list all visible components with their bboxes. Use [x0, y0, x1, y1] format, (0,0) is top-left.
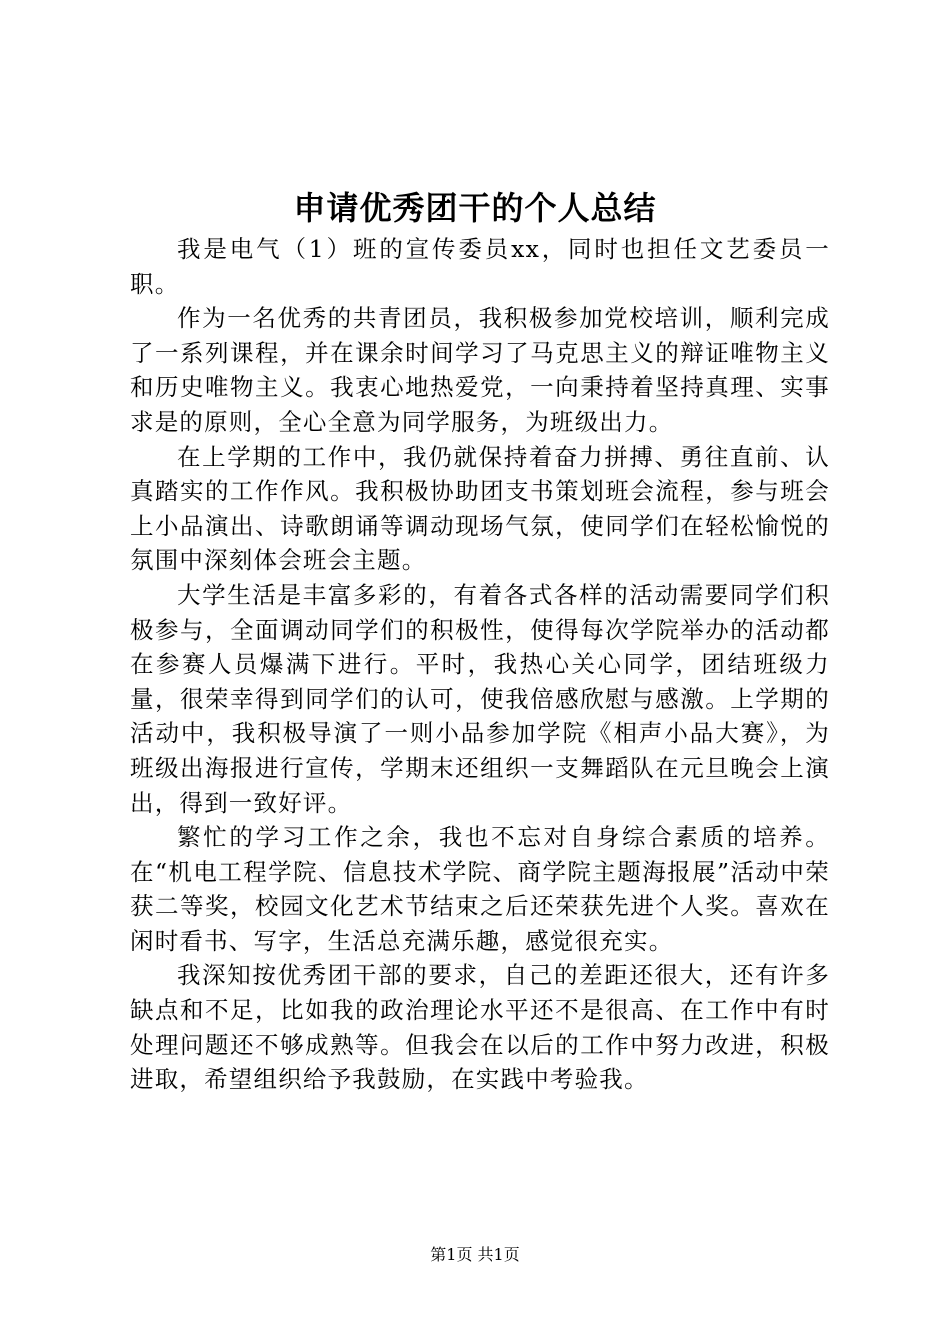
page-number-footer: 第1页 共1页 [430, 1245, 520, 1264]
document-title: 申请优秀团干的个人总结 [293, 189, 657, 227]
paragraph-5: 繁忙的学习工作之余，我也不忘对自身综合素质的培养。在“机电工程学院、信息技术学院、商学院主题海报展”活动中荣获二等奖，校园文化艺术节结束之后还荣获先进个人奖。喜欢在闲时看书、写字，生活总充满乐趣，感觉很充实。 [130, 823, 830, 955]
document-body [130, 232, 830, 1097]
paragraph-3: 在上学期的工作中，我仍就保持着奋力拼搏、勇往直前、认真踏实的工作作风。我积极协助团支书策划班会流程，参与班会上小品演出、诗歌朗诵等调动现场气氛，使同学们在轻松愉悦的氛围中深刻体会班会主题。 [130, 442, 830, 575]
paragraph-2: 作为一名优秀的共青团员，我积极参加党校培训，顺利完成了一系列课程，并在课余时间学习了马克思主义的辩证唯物主义和历史唯物主义。我衷心地热爱党，一向秉持着坚持真理、实事求是的原则，全心全意为同学服务，为班级出力。 [130, 304, 830, 436]
paragraph-1: 我是电气（1）班的宣传委员xx，同时也担任文艺委员一职。 [130, 235, 830, 298]
paragraph-4: 大学生活是丰富多彩的，有着各式各样的活动需要同学们积极参与，全面调动同学们的积极性，使得每次学院举办的活动都在参赛人员爆满下进行。平时，我热心关心同学，团结班级力量，很荣幸得到同学们的认可，使我倍感欣慰与感激。上学期的活动中，我积极导演了一则小品参加学院《相声小品大赛》，为班级出海报进行宣传，学期末还组织一支舞蹈队在元旦晚会上演出，得到一致好评。 [130, 580, 830, 817]
paragraph-6: 我深知按优秀团干部的要求，自己的差距还很大，还有许多缺点和不足，比如我的政治理论水平还不是很高、在工作中有时处理问题还不够成熟等。但我会在以后的工作中努力改进，积极进取，希望组织给予我鼓励，在实践中考验我。 [130, 961, 830, 1094]
